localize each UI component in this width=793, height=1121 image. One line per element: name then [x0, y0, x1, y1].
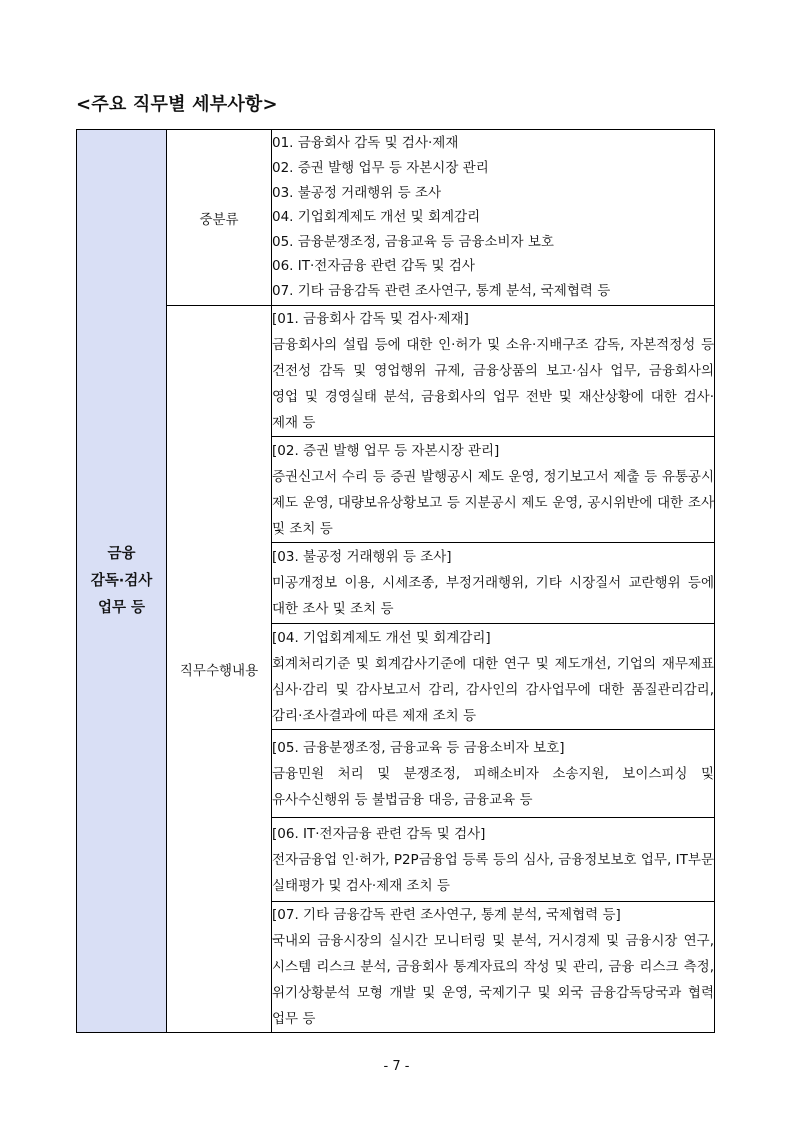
duty-body: 증권신고서 수리 등 증권 발행공시 제도 운영, 정기보고서 제출 등 유통공시 제도 운영, 대량보유상황보고 등 지분공시 제도 운영, 공시위반에 대한 조사 및 조치 등: [272, 468, 714, 537]
duty-detail: [272, 624, 715, 730]
list-item: 04. 기업회계제도 개선 및 회계감리: [272, 209, 481, 226]
duty-detail: [272, 306, 715, 437]
duty-heading: [03. 불공정 거래행위 등 조사]: [272, 549, 452, 565]
category-line: 금융: [107, 545, 136, 562]
duty-heading: [04. 기업회계제도 개선 및 회계감리]: [272, 629, 491, 646]
duty-body: 미공개정보 이용, 시세조종, 부정거래행위, 기타 시장질서 교란행위 등에 대한 조사 및 조치 등: [272, 575, 714, 617]
section-title: <주요 직무별 세부사항>: [76, 94, 278, 115]
duty-body: 금융회사의 설립 등에 대한 인·허가 및 소유·지배구조 감독, 자본적정성 등 건전성 감독 및 영업행위 규제, 금융상품의 보고·심사 업무, 금융회사의 영업 및 경영실태 분석, 금융회사의 업무 전반 및 재산상황에 대한 검사·제재 등: [272, 337, 714, 431]
category-line: 업무 등: [97, 599, 146, 616]
subcategory-label: 중분류: [167, 130, 272, 306]
category-cell: [77, 130, 167, 1033]
duty-detail: [272, 730, 715, 818]
duty-heading: [06. IT·전자금융 관련 감독 및 검사]: [272, 825, 486, 842]
page-number: - 7 -: [383, 1059, 410, 1074]
table-row: [77, 130, 715, 306]
list-item: 07. 기타 금융감독 관련 조사연구, 통계 분석, 국제협력 등: [272, 282, 611, 299]
duty-heading: [02. 증권 발행 업무 등 자본시장 관리]: [272, 442, 500, 459]
duty-detail: [272, 818, 715, 902]
duty-heading: [01. 금융회사 감독 및 검사·제재]: [272, 311, 469, 327]
list-item: 02. 증권 발행 업무 등 자본시장 관리: [272, 160, 489, 177]
duty-details-table: [76, 129, 715, 1033]
duty-body: 금융민원 처리 및 분쟁조정, 피해소비자 소송지원, 보이스피싱 및 유사수신행위 등 불법금융 대응, 금융교육 등: [272, 765, 714, 808]
list-item: 06. IT·전자금융 관련 감독 및 검사: [272, 258, 475, 275]
duties-label: 직무수행내용: [167, 306, 272, 1033]
duty-detail: [272, 902, 715, 1033]
duty-body: 회계처리기준 및 회계감사기준에 대한 연구 및 제도개선, 기업의 재무제표 심사·감리 및 감사보고서 감리, 감사인의 감사업무에 대한 품질관리감리, 감리·조사결과에 따른 제재 조치 등: [272, 655, 714, 724]
duty-detail: [272, 543, 715, 624]
duty-heading: [05. 금융분쟁조정, 금융교육 등 금융소비자 보호]: [272, 739, 565, 756]
duty-body: 국내외 금융시장의 실시간 모니터링 및 분석, 거시경제 및 금융시장 연구, 시스템 리스크 분석, 금융회사 통계자료의 작성 및 관리, 금융 리스크 측정, 위기상황분석 모형 개발 및 운영, 국제기구 및 외국 금융감독당국과 협력 업무 등: [272, 933, 714, 1027]
list-item: 03. 불공정 거래행위 등 조사: [272, 184, 442, 201]
list-item: 01. 금융회사 감독 및 검사·제재: [272, 135, 459, 152]
duty-body: 전자금융업 인·허가, P2P금융업 등록 등의 심사, 금융정보보호 업무, IT부문 실태평가 및 검사·제재 조치 등: [272, 851, 714, 894]
subcategory-list: [272, 130, 715, 306]
category-line: 감독·검사: [90, 572, 153, 589]
table-row: [77, 306, 715, 437]
duty-heading: [07. 기타 금융감독 관련 조사연구, 통계 분석, 국제협력 등]: [272, 907, 621, 923]
duty-detail: [272, 437, 715, 543]
list-item: 05. 금융분쟁조정, 금융교육 등 금융소비자 보호: [272, 233, 554, 250]
